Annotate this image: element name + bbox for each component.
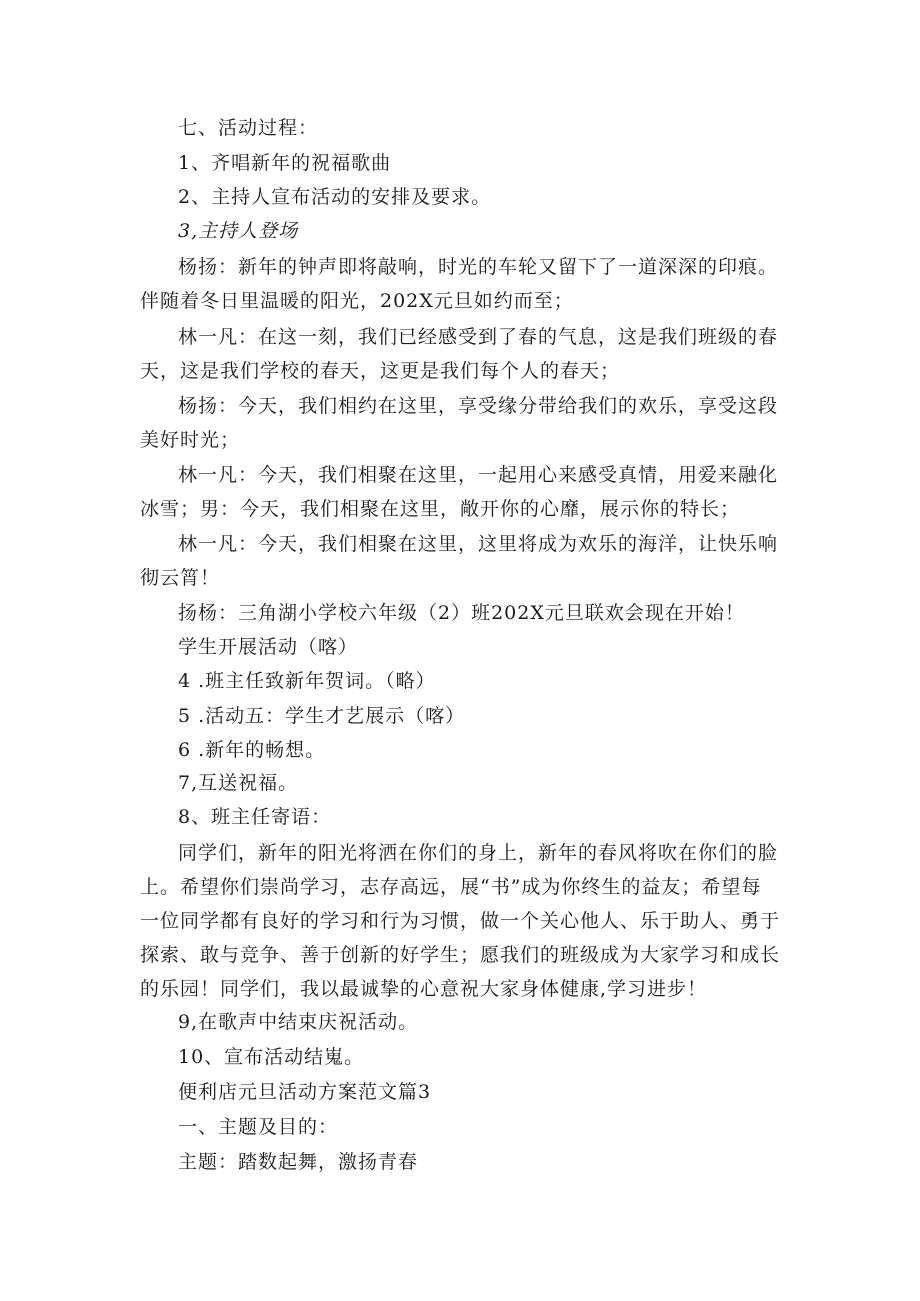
section-title: 便利店元旦活动方案范文篇3: [178, 1081, 432, 1103]
paragraph-line: 的乐园！同学们，我以最诚挚的心意祝大家身体健康,学习进步！: [140, 978, 708, 1000]
paragraph-line: 伴随着冬日里温暖的阳光，202X元旦如约而至；: [140, 290, 574, 312]
list-item: 7,互送祝福。: [178, 772, 299, 794]
list-item: 4 .班主任致新年贺词。（略）: [178, 670, 436, 692]
paragraph-line: 杨扬：今天，我们相约在这里，享受缘分带给我们的欢乐，享受这段: [178, 395, 779, 417]
paragraph-line: 一位同学都有良好的学习和行为习惯，做一个关心他人、乐于助人、勇于: [140, 910, 781, 932]
list-item: 9,在歌声中结束庆祝活动。: [178, 1011, 419, 1033]
list-item: 3,主持人登场: [178, 220, 299, 242]
paragraph-line: 林一凡：今天，我们相聚在这里，这里将成为欢乐的海洋，让快乐响: [178, 533, 779, 555]
section-heading: 一、主题及目的：: [178, 1116, 339, 1138]
list-item: 5 .活动五：学生才艺展示（喀）: [178, 705, 466, 727]
paragraph-line: 杨扬：新年的钟声即将敲响，时光的车轮又留下了一道深深的印痕。: [178, 256, 779, 278]
paragraph-line: 林一凡：在这一刻，我们已经感受到了春的气息，这是我们班级的春: [178, 326, 779, 348]
paragraph-line: 美好时光；: [140, 429, 241, 451]
paragraph-line: 彻云筲！: [140, 567, 221, 589]
paragraph-line: 天，这是我们学校的春天，这更是我们每个人的春天；: [140, 360, 621, 382]
paragraph-line: 探索、敢与竞争、善于创新的好学生；愿我们的班级成为大家学习和成长: [140, 944, 781, 966]
list-item: 8、班主任寄语：: [178, 806, 332, 828]
section-heading-activity-process: 七、活动过程：: [178, 117, 319, 139]
paragraph-line: 冰雪；男：今天，我们相聚在这里，敞开你的心靡，展示你的特长；: [140, 498, 741, 520]
list-item: 1、齐唱新年的祝福歌曲: [178, 152, 392, 174]
paragraph-line: 主题：踏数起舞，激扬青春: [178, 1151, 419, 1173]
paragraph-line: 同学们，新年的阳光将洒在你们的身上，新年的春风将吹在你们的脸: [178, 842, 779, 864]
list-item: 6 .新年的畅想。: [178, 739, 326, 761]
paragraph-line: 林一凡：今天，我们相聚在这里，一起用心来感受真情，用爱来融化: [178, 464, 779, 486]
paragraph-line: 学生开展活动（喀）: [178, 636, 359, 658]
list-item: 10、宣布活动结嵬。: [178, 1046, 365, 1068]
paragraph-line: 上。希望你们崇尚学习，志存高远，展“书”成为你终生的益友；希望每: [140, 876, 762, 898]
paragraph-line: 扬杨：三角湖小学校六年级（2）班202X元旦联欢会现在开始！: [178, 602, 745, 624]
list-item: 2、主持人宣布活动的安排及要求。: [178, 186, 492, 208]
